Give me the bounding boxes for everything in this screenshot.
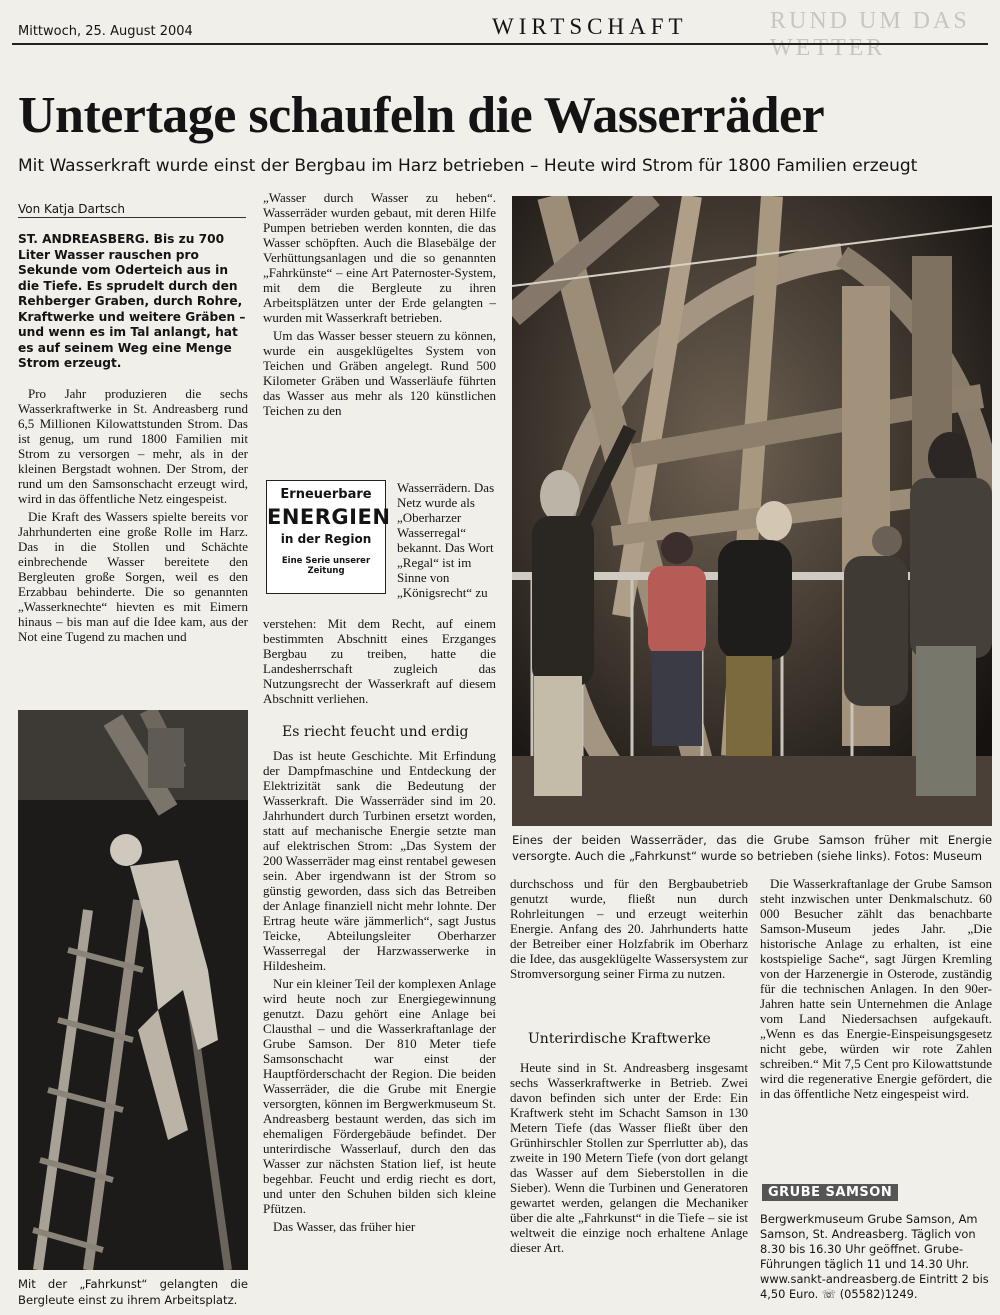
paragraph: Die Kraft des Wassers spielte bereits vor Jahrhunderten eine große Rolle im Harz. Das in die Stollen und Schächte einbrechende Wasser bereitete den Bergleuten große Sorgen, weil es den Erzabbau behinderte. Die so genannten „Wasserknechte“ hievten es mit Eimern hinaus – bis man auf die Idee kam, aus der Not eine Tugend zu machen und [18,509,248,644]
paragraph: Um das Wasser besser steuern zu können, wurde ein ausgeklügeltes System von Teichen und Gräben angelegt. Rund 500 Kilometer Gräben und Wasserläufe führten das Wasser aus mehr als 120 künstlichen Teichen zu den [263,328,496,418]
paragraph: Heute sind in St. Andreasberg insgesamt sechs Wasserkraftwerke in Betrieb. Zwei davon befinden sich unter der Erde: Ein Kraftwerk steht im Schacht Samson in 130 Metern Tiefe (das Wasser fließt über den Grünhirschler Stollen zur Sperrlutter ab), das zweite in 190 Metern Tiefe (von dort gelangt das Wasser auf dem Sieberstollen in die Sieber). Wenn die Turbinen und Generatoren gewartet werden, gelangen die Mechaniker über die alte „Fahrkunst“ in die Tiefe – sie ist weltweit die einzige noch erhaltene Anlage dieser Art. [510,1060,748,1255]
adjacent-section-ghost-header: RUND UM DAS WETTER [770,8,970,61]
header-rule [12,43,988,45]
water-wheel-photo [512,196,992,826]
info-box-text: Bergwerkmuseum Grube Samson, Am Samson, St. Andreasberg. Täglich von 8.30 bis 16.30 Uhr geöffnet. Grube-Führungen täglich 11 und 14.30 Uhr. www.sankt-andreasberg.de Eintritt 2 bis 4,50 Euro. ☏ (05582)1249. [760,1212,989,1301]
article-lead: ST. ANDREASBERG. Bis zu 700 Liter Wasser rauschen pro Sekunde vom Oderteich aus in die Tiefe. Es sprudelt durch den Rehberger Graben, durch Rohre, Kraftwerke und weitere Gräben – und wenn es im Tal anlangt, hat es auf seinem Weg eine Menge Strom erzeugt. [18,232,246,370]
article-column-2-top [263,190,496,480]
promo-line-1: Erneuerbare [280,487,372,502]
water-wheel-photo-drawing [512,196,992,826]
fahrkunst-photo-drawing [18,710,248,1270]
article-column-2-mid [263,616,496,708]
paragraph: Die Wasserkraftanlage der Grube Samson steht inzwischen unter Denkmalschutz. 60 000 Besucher zählt das benachbarte Samson-Museum jedes Jahr. „Die historische Anlage zu erhalten, ist eine kostspielige Sache“, sagt Jürgen Kremling von der Harzenergie in Osterode, zuständig für die technischen Anlagen. In den 90er-Jahren hatte sein Unternehmen die Anlage vom Land Niedersachsen aufgekauft. „Wenn es das Energie-Einspeisungsgesetz nicht gebe, würden wir rote Zahlen schreiben.“ Mit 7,5 Cent pro Kilowattstunde wird die regenerative Energie gefördert, die in das öffentliche Netz eingespeist wird. [760,876,992,1101]
main-photo-caption: Eines der beiden Wasserräder, das die Grube Samson früher mit Energie versorgte. Auch die „Fahrkunst“ wurde so betrieben (siehe links). Fotos: Museum [512,833,992,863]
article-byline: Von Katja Dartsch [18,202,125,216]
subheading-2: Unterirdische Kraftwerke [528,1031,711,1047]
subheading-1: Es riecht feucht und erdig [282,724,469,740]
byline-rule [18,217,246,218]
paragraph: Das Wasser, das früher hier [273,1219,416,1234]
promo-line-3: in der Region [280,532,372,546]
issue-date: Mittwoch, 25. August 2004 [18,24,193,39]
paragraph: durchschoss und für den Bergbaubetrieb genutzt wurde, fließt nun durch Rohrleitungen – und erzeugt weiterhin Energie. Anfang des 20. Jahrhunderts hatte der Betreiber einer Holzfabrik im Oberharz die Idee, das ausgeklügelte Wassersystem zur Stromversorgung seiner Firma zu nutzen. [510,876,748,981]
article-headline: Untertage schaufeln die Wasserräder [18,87,825,144]
section-title: WIRTSCHAFT [492,14,688,39]
series-promo-box [266,480,391,594]
info-box-heading: GRUBE SAMSON [762,1184,898,1201]
article-column-2-bottom [263,748,496,1308]
info-box-text-container [760,1212,992,1312]
paragraph: Pro Jahr produzieren die sechs Wasserkraftwerke in St. Andreasberg rund 6,5 Millionen Kilowattstunden Strom. Das ist genug, um rund 1800 Familien mit Strom zu versorgen – mehr, als in der kleinen Bergstadt wohnen. Der Strom, der rund um den Samsonschacht erzeugt wird, wird in das öffentliche Netz eingespeist. [18,386,248,506]
article-subheadline: Mit Wasserkraft wurde einst der Bergbau im Harz betrieben – Heute wird Strom für 1800 Familien erzeugt [18,156,918,176]
paragraph: Nur ein kleiner Teil der komplexen Anlage wird heute noch zur Energiegewinnung genutzt. Dazu gehört eine Anlage bei Clausthal – und die Wasserkraftanlage der Grube Samson. Der 810 Meter tiefe Samsonschacht war einst der Hauptförderschacht der Region. Die beiden Wasserräder, die die Grube mit Energie versorgten, können im Bergwerkmuseum St. Andreasberg bestaunt werden, das sich im ehemaligen Fördergebäude befindet. Der unterirdische Wasserlauf, durch den das Wasser zur nächsten Station lief, ist heute begehbar. Feucht und erdig riecht es dort, und unter den Schuhen bilden sich kleine Pfützen. [263,976,496,1216]
paragraph: Das ist heute Geschichte. Mit Erfindung der Dampfmaschine und Entdeckung der Elektrizität sank die Bedeutung der Wasserkraft. Die Wasserräder sind im 20. Jahrhundert durch Turbinen ersetzt worden, statt auf mechanische Energie setzte man auf elektrischen Strom: „Das System der 200 Wasserräder mag einst rentabel gewesen sein. Aber irgendwann ist der Strom so günstig geworden, dass sich das Betreiben der Anlage finanziell nicht mehr lohnte. Der Ertrag heute wäre jämmerlich“, sagt Justus Teicke, Abteilungsleiter Oberharzer Wasserregal der Harzwasserwerke in Hildesheim. [263,748,496,973]
paragraph: „Wasser durch Wasser zu heben“. Wasserräder wurden gebaut, mit deren Hilfe Pumpen betrieben werden konnten, die das Wasser schöpften. Auch die Blasebälge der Verhüttungsanlagen und die so genannten „Fahrkünste“ – eine Art Paternoster-System, mit dem die Bergleute zu ihren Arbeitsplätzen unter der Erde gelangten – wurden mit Wasserkraft betrieben. [263,190,496,325]
article-column-1 [18,386,248,696]
paragraph: verstehen: Mit dem Recht, auf einem bestimmten Abschnitt eines Erzganges Bergbau zu treiben, hatte die Landesherrschaft zugleich das Nutzungsrecht der Wasserkraft auf diesem Abschnitt verliehen. [263,616,496,706]
promo-line-4: Eine Serie unserer Zeitung [281,556,371,576]
paragraph: Wasserrädern. Das Netz wurde als „Oberharzer Wasserregal“ bekannt. Das Wort „Regal“ ist im Sinne von „Königsrecht“ zu [397,480,495,600]
article-column-3-top [510,876,748,1008]
article-column-3-bottom [510,1060,748,1310]
fahrkunst-photo [18,710,248,1270]
article-column-2-narrow [397,480,496,616]
article-column-4 [760,876,992,1166]
promo-line-2: ENERGIEN [267,505,391,529]
left-photo-caption: Mit der „Fahrkunst“ gelangten die Bergleute einst zu ihrem Arbeitsplatz. [18,1277,248,1307]
